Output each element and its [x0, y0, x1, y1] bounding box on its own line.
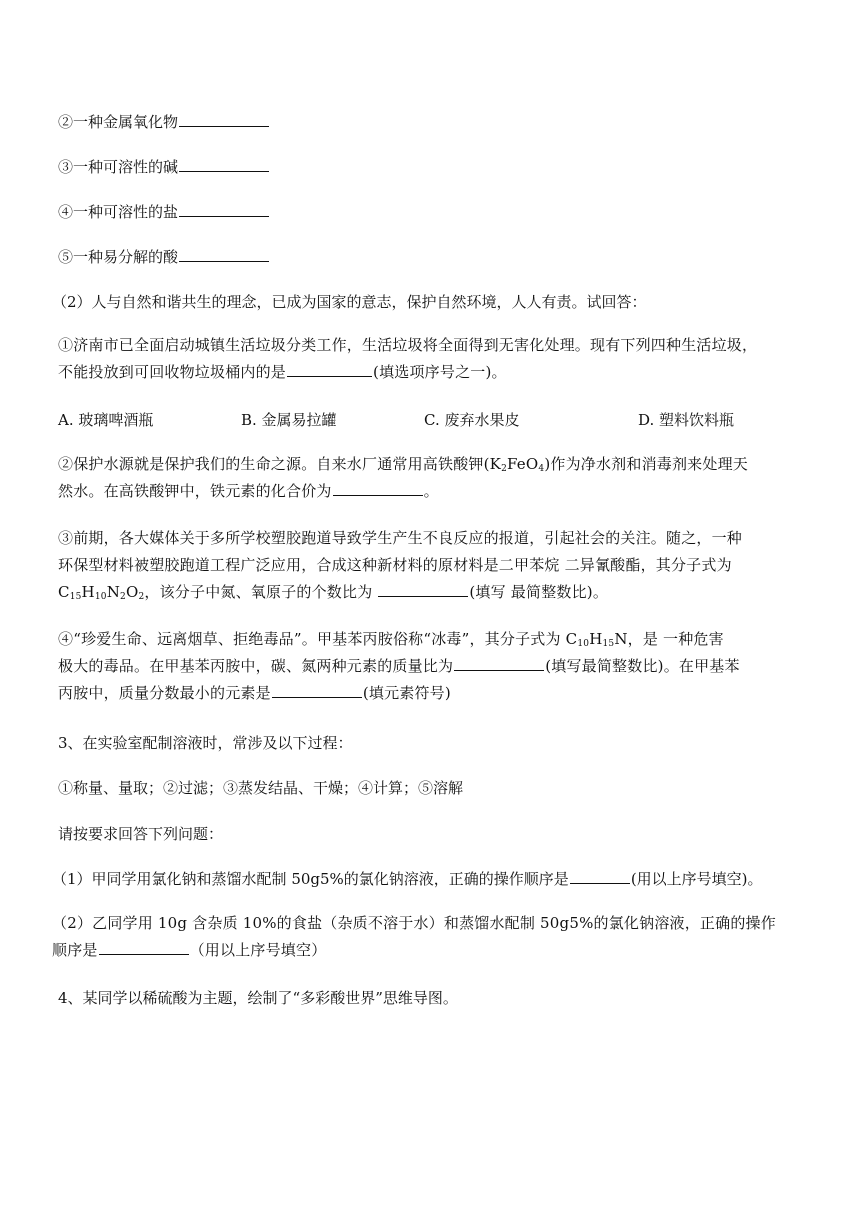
option-a[interactable]: A. 玻璃啤酒瓶 [58, 411, 154, 429]
item-soluble-base-text: ③一种可溶性的碱 [58, 158, 179, 176]
item-decomposable-acid-text: ⑤一种易分解的酸 [58, 248, 179, 266]
subscript: 15 [69, 592, 82, 602]
answer-blank[interactable] [378, 581, 468, 597]
formula-n: N [106, 583, 121, 601]
item-soluble-base [58, 156, 270, 178]
question-plastic-track [58, 525, 803, 606]
question-3-part2-text-a: （2）乙同学用 10g 含杂质 10%的食盐（杂质不溶于水）和蒸馏水配制 50g5%的氯化钠溶液，正确的操作 [52, 914, 776, 932]
question-water-text-a: ②保护水源就是保护我们的生命之源。自来水厂通常用高铁酸钾(K [58, 455, 502, 473]
question-garbage-text-b: 不能投放到可回收物垃圾桶内的是 [58, 363, 287, 381]
option-d[interactable]: D. 塑料饮料瓶 [638, 411, 735, 429]
question-3-part1-text-a: （1）甲同学用氯化钠和蒸馏水配制 50g5%的氯化钠溶液，正确的操作顺序是 [52, 870, 569, 888]
part2-intro: （2）人与自然和谐共生的理念，已成为国家的意志，保护自然环境，人人有责。试回答： [52, 293, 647, 311]
answer-blank[interactable] [179, 246, 269, 262]
question-track-text-c: ，该分子中氮、氧原子的个数比为 [144, 583, 378, 601]
answer-blank[interactable] [287, 361, 372, 377]
answer-blank[interactable] [570, 868, 630, 884]
question-3-part2-text-c: （用以上序号填空） [189, 941, 327, 959]
item-soluble-salt-text: ④一种可溶性的盐 [58, 203, 179, 221]
subscript: 2 [138, 592, 145, 602]
question-water-text-e: 。 [423, 482, 439, 500]
answer-blank[interactable] [179, 156, 269, 172]
question-drug [58, 626, 803, 707]
answer-blank[interactable] [179, 111, 269, 127]
answer-blank[interactable] [454, 655, 544, 671]
item-decomposable-acid [58, 246, 270, 268]
question-drug-text-f: (填元素符号) [362, 684, 451, 702]
question-drug-text-c: 极大的毒品。在甲基苯丙胺中，碳、氮两种元素的质量比为 [58, 657, 454, 675]
question-water-text-b: FeO [507, 455, 539, 473]
subscript: 2 [120, 592, 126, 602]
question-3-part2-text-b: 顺序是 [52, 941, 98, 959]
question-drug-text-d: (填写最简整数比)。在甲基苯 [545, 657, 740, 675]
question-water-text-d: 然水。在高铁酸钾中，铁元素的化合价为 [58, 482, 332, 500]
answer-blank[interactable] [272, 682, 362, 698]
option-c[interactable]: C. 废弃水果皮 [424, 411, 520, 429]
subscript: 2 [501, 464, 507, 474]
question-3-title: 3、在实验室配制溶液时，常涉及以下过程： [58, 734, 353, 752]
answer-blank[interactable] [99, 939, 189, 955]
subscript: 4 [538, 464, 545, 474]
answer-blank[interactable] [333, 480, 423, 496]
question-track-text-b: 环保型材料被塑胶跑道工程广泛应用，合成这种新材料的原材料是二甲苯烷 二异氰酸酯，其分子式为 [58, 556, 732, 574]
formula-c: C [58, 583, 70, 601]
question-drug-text-e: 丙胺中，质量分数最小的元素是 [58, 684, 271, 702]
formula-o: O [125, 583, 139, 601]
question-3-part1-text-b: (用以上序号填空)。 [630, 870, 763, 888]
question-garbage-text-a: ①济南市已全面启动城镇生活垃圾分类工作，生活垃圾将全面得到无害化处理。现有下列四种生活垃圾， [58, 336, 758, 354]
question-water-protection [58, 451, 803, 505]
question-track-text-a: ③前期，各大媒体关于多所学校塑胶跑道导致学生产生不良反应的报道，引起社会的关注。随之，一种 [58, 529, 743, 547]
question-3-instruction: 请按要求回答下列问题： [58, 825, 224, 843]
question-3-part1 [52, 868, 763, 890]
formula-h: H [81, 583, 95, 601]
option-b[interactable]: B. 金属易拉罐 [241, 411, 337, 429]
question-garbage-sorting [58, 332, 803, 386]
question-4-title: 4、某同学以稀硫酸为主题，绘制了“多彩酸世界”思维导图。 [58, 989, 458, 1007]
item-metal-oxide [58, 111, 270, 133]
question-3-steps: ①称量、量取；②过滤；③蒸发结晶、干燥；④计算；⑤溶解 [58, 779, 464, 797]
molecular-formula [58, 583, 144, 601]
question-water-text-c: )作为净水剂和消毒剂来处理天 [544, 455, 748, 473]
item-soluble-salt [58, 201, 270, 223]
question-drug-text-b: N，是 一种危害 [614, 630, 724, 648]
question-drug-text-a: ④“珍爱生命、远离烟草、拒绝毒品”。甲基苯丙胺俗称“冰毒”，其分子式为 C [58, 630, 578, 648]
subscript: 10 [577, 639, 590, 649]
question-drug-text-h: H [589, 630, 603, 648]
item-metal-oxide-text: ②一种金属氧化物 [58, 113, 179, 131]
answer-blank[interactable] [179, 201, 269, 217]
question-3-part2 [52, 910, 803, 964]
subscript: 15 [602, 639, 615, 649]
subscript: 10 [94, 592, 107, 602]
garbage-options [58, 409, 803, 431]
question-track-text-d: (填写 最简整数比)。 [469, 583, 609, 601]
question-garbage-text-c: (填选项序号之一)。 [373, 363, 507, 381]
